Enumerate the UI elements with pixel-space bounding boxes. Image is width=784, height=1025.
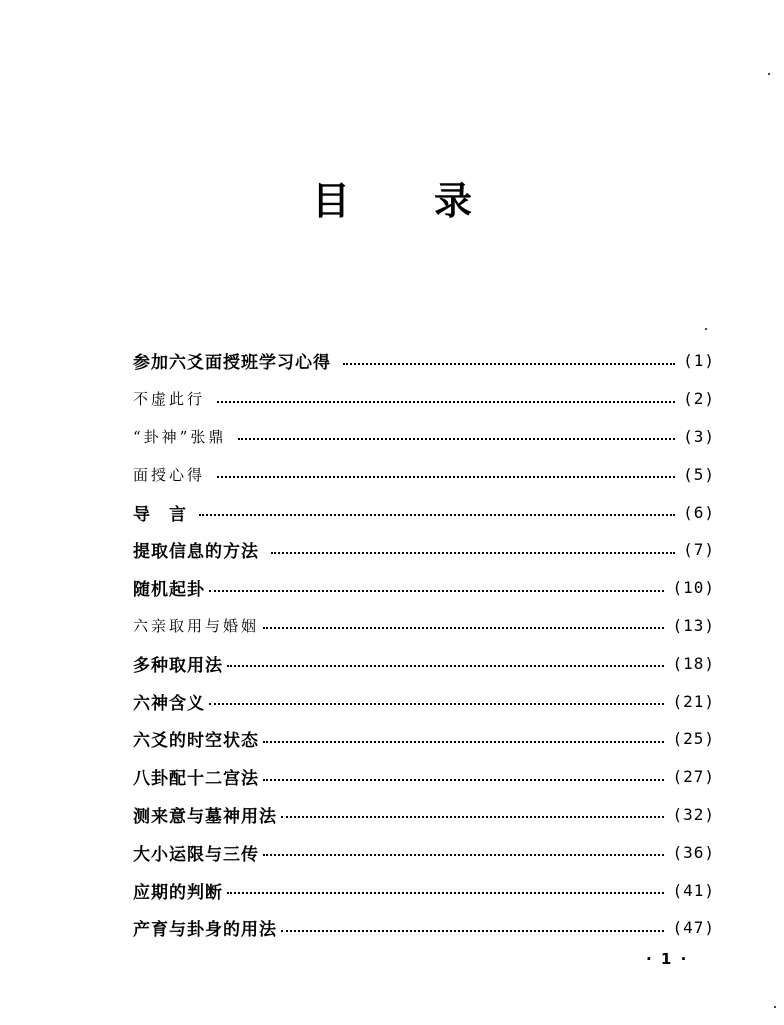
toc-entry[interactable] (133, 380, 715, 418)
toc-entry[interactable] (133, 455, 715, 493)
toc-page-number: (41) (672, 880, 715, 900)
toc-entry-title: 面授心得 (133, 465, 206, 484)
toc-entry-title: 导 言 (133, 504, 187, 525)
toc-entry[interactable] (133, 644, 715, 682)
toc-entry-title: 提取信息的方法 (133, 542, 259, 563)
toc-page-number: (5) (683, 464, 715, 484)
title-char-1: 目 (311, 179, 350, 223)
table-of-contents (133, 342, 715, 947)
toc-leader-dots (263, 779, 664, 781)
toc-entry[interactable] (133, 342, 715, 380)
toc-leader-dots (199, 514, 675, 516)
toc-page-number: (2) (683, 389, 715, 409)
toc-entry-title: 大小运限与三传 (133, 844, 259, 865)
scan-speck (774, 1006, 776, 1008)
toc-page-number: (7) (683, 540, 715, 560)
toc-page-number: (36) (672, 842, 715, 862)
toc-entry-title: 六神含义 (133, 693, 205, 714)
toc-leader-dots (263, 627, 664, 629)
toc-leader-dots (263, 741, 664, 743)
toc-leader-dots (209, 703, 664, 705)
page-title (0, 175, 784, 227)
toc-entry-title: 随机起卦 (133, 580, 205, 601)
toc-entry[interactable] (133, 871, 715, 909)
toc-page-number: (1) (683, 351, 715, 371)
toc-entry[interactable] (133, 833, 715, 871)
toc-entry[interactable] (133, 569, 715, 607)
toc-page-number: (32) (672, 804, 715, 824)
toc-entry[interactable] (133, 531, 715, 569)
toc-leader-dots (209, 590, 664, 592)
toc-entry-title: 产育与卦身的用法 (133, 920, 277, 941)
title-char-2: 录 (434, 179, 473, 223)
toc-leader-dots (227, 665, 664, 667)
toc-page-number: (18) (672, 653, 715, 673)
toc-entry-title: 六亲取用与婚姻 (133, 616, 260, 635)
toc-page-number: (6) (683, 502, 715, 522)
toc-page-number: (10) (672, 578, 715, 598)
toc-page-number: (13) (672, 615, 715, 635)
toc-page-number: (21) (672, 691, 715, 711)
toc-leader-dots (343, 363, 675, 365)
toc-entry-title: “卦神”张鼎 (133, 427, 227, 446)
toc-entry-title: 六爻的时空状态 (133, 731, 259, 752)
toc-leader-dots (217, 401, 675, 403)
toc-entry[interactable] (133, 720, 715, 758)
toc-leader-dots (217, 476, 675, 478)
toc-entry[interactable] (133, 493, 715, 531)
toc-page-number: (25) (672, 729, 715, 749)
toc-entry-title: 应期的判断 (133, 882, 223, 903)
toc-leader-dots (281, 816, 664, 818)
page-folio: · 1 · (646, 950, 689, 968)
toc-page-number: (3) (683, 426, 715, 446)
toc-leader-dots (281, 930, 664, 932)
toc-leader-dots (263, 854, 664, 856)
toc-entry[interactable] (133, 909, 715, 947)
toc-entry-title: 八卦配十二宫法 (133, 769, 259, 790)
toc-entry[interactable] (133, 758, 715, 796)
toc-leader-dots (227, 892, 664, 894)
scan-speck (768, 73, 770, 75)
toc-entry[interactable] (133, 607, 715, 645)
toc-entry[interactable] (133, 418, 715, 456)
toc-leader-dots (238, 438, 675, 440)
toc-entry[interactable] (133, 682, 715, 720)
toc-entry-title: 不虚此行 (133, 390, 206, 409)
scan-speck (705, 328, 707, 330)
toc-page-number: (47) (672, 918, 715, 938)
toc-entry[interactable] (133, 796, 715, 834)
toc-entry-title: 多种取用法 (133, 655, 223, 676)
toc-entry-title: 测来意与墓神用法 (133, 806, 277, 827)
toc-leader-dots (271, 552, 675, 554)
toc-entry-title: 参加六爻面授班学习心得 (133, 353, 331, 374)
toc-page-number: (27) (672, 767, 715, 787)
